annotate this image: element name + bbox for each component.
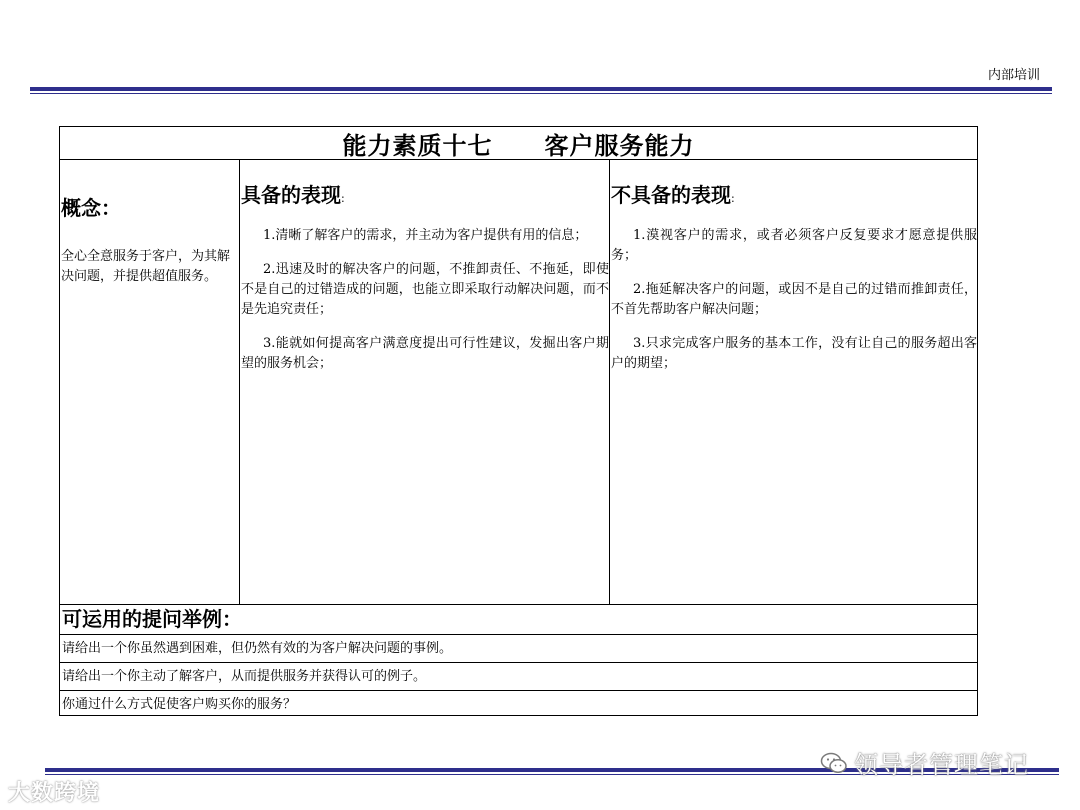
positive-list: [241, 226, 609, 388]
watermark-right-text: 领导者管理笔记: [854, 751, 1029, 779]
top-rule: [30, 87, 1052, 91]
positive-item: 2.迅速及时的解决客户的问题，不推卸责任、不拖延，即使不是自己的过错造成的问题，也能立即采取行动解决问题，而不是先追究责任；: [241, 262, 609, 317]
wechat-icon: [820, 751, 848, 775]
negative-heading-colon: :: [731, 192, 735, 205]
positive-item: 3.能就如何提高客户满意度提出可行性建议，发掘出客户期望的服务机会；: [241, 336, 609, 371]
positive-heading-colon: :: [341, 192, 345, 205]
positive-heading-text: 具备的表现: [241, 183, 341, 207]
negative-item: 3.只求完成客户服务的基本工作，没有让自己的服务超出客户的期望；: [611, 336, 977, 371]
negative-item: 1.漠视客户的需求，或者必须客户反复要求才愿意提供服务；: [611, 228, 977, 263]
questions-heading: 可运用的提问举例：: [60, 604, 977, 635]
title-number: 能力素质十七: [342, 131, 493, 160]
competency-table: [59, 126, 978, 716]
negative-item: 2.拖延解决客户的问题，或因不是自己的过错而推卸责任，不首先帮助客户解决问题；: [611, 282, 977, 317]
negative-heading: [611, 179, 735, 208]
concept-column: [60, 160, 240, 604]
negative-column: [610, 160, 977, 604]
watermark-left: 大数跨境: [8, 781, 101, 806]
positive-column: [240, 160, 610, 604]
positive-heading: [241, 179, 345, 208]
top-rule-thin: [30, 93, 1052, 94]
watermark-right: [820, 745, 1029, 780]
question-row: 你通过什么方式促使客户购买你的服务？: [62, 697, 297, 712]
concept-heading: 概念：: [61, 196, 121, 220]
question-row: 请给出一个你虽然遇到困难，但仍然有效的为客户解决问题的事例。: [60, 635, 977, 663]
positive-item: 1.清晰了解客户的需求，并主动为客户提供有用的信息；: [263, 228, 588, 243]
header-label: 内部培训: [987, 68, 1040, 83]
table-title: [60, 127, 977, 160]
title-name: 客户服务能力: [544, 131, 695, 160]
concept-text: 全心全意服务于客户，为其解决问题，并提供超值服务。: [61, 249, 231, 284]
negative-heading-text: 不具备的表现: [611, 183, 731, 207]
question-row: 请给出一个你主动了解客户，从而提供服务并获得认可的例子。: [60, 663, 977, 691]
negative-list: [611, 226, 977, 388]
